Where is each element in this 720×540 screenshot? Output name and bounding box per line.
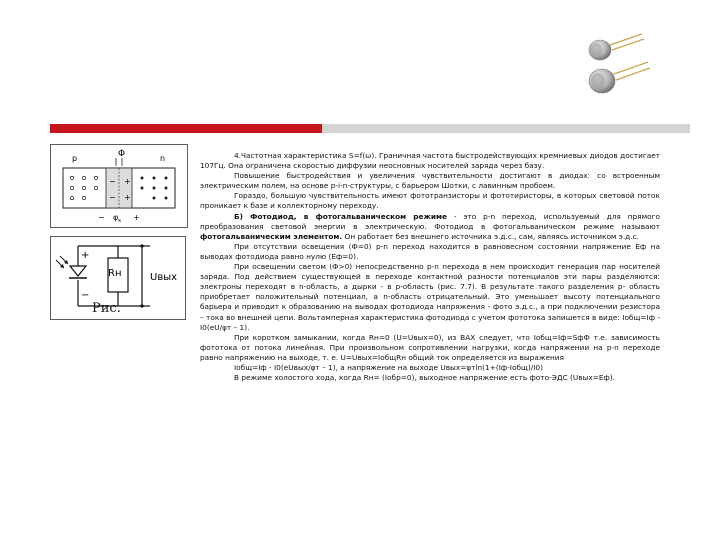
paragraph-speed: Повышение быстродействия и увеличения чувствительности достигают в диодах: со встроенным электрическим полем, на основе p-i-n-структуры, с барьером Шотки, с лавинным пробоем. — [200, 171, 660, 191]
photovoltaic-element-term: фотогальваническим элементом. — [200, 231, 343, 241]
bottom-plus: + — [133, 213, 140, 222]
paragraph-no-light: При отсутствии освещения (Ф=0) p-n переход находится в равновесном состоянии напряжение Еф на выводах фотодиода равно нулю (Еф=0). — [200, 241, 660, 261]
output-voltage-label: Uвых — [150, 272, 178, 283]
depletion-plus-2: + — [124, 193, 131, 202]
load-label: Rн — [108, 268, 122, 279]
photodiodes-photo — [574, 30, 654, 110]
minus-terminal: − — [81, 290, 90, 301]
photodiode-top — [589, 34, 644, 60]
n-region-label: n — [160, 154, 166, 163]
flux-label: Φ — [118, 149, 126, 159]
paragraph-open-circuit: В режиме холостого хода, когда Rн= (Iобр=0), выходное напряжение есть фото-ЭДС (Uвых=Еф). — [234, 373, 616, 383]
paragraph-photovoltaic: Б) Фотодиод, в фотогальваническом режиме - это p-n переход, используемый для прямого преобразования световой энергии в электрическую. Фотодиод в фотогальваническом режиме называют фотогальваническим элементом. Он работает без внешнего источника э.д.с., сам, являясь источником э.д.с. — [200, 211, 660, 241]
paragraph-illumination: При освещении светом (Ф>0) непосредственно p-n перехода в нем происходит генерация пар носителей заряда. Под действием существующей в переходе контактной разности потенциалов эти пары разделяются: электроны переходят в n-область, а дырки - в p-область (рис. 7.7). В результате такого разделения р- область приобретает положительный потенциал, а n-область отрицательный. Это уменьшает высоту потенциального барьера и приводит к образованию на выводах фотодиода напряжения - фото э.д.с., а при подключении резистора – тока во внешней цепи. Вольтамперная характеристика фотодиода с учетом фототока запишется в виде: Iобщ=Iф - I0(eU/φт – 1). — [200, 262, 660, 332]
depletion-plus: + — [124, 177, 131, 186]
pn-junction-diagram — [50, 144, 188, 228]
header-gray-band — [322, 124, 690, 133]
depletion-minus: − — [109, 177, 116, 186]
photodiode-bottom — [589, 62, 650, 93]
figure-caption: Рис. — [92, 301, 121, 316]
paragraph-short-circuit: При коротком замыкании, когда Rн=0 (U=Uвых=0), из ВАХ следует, что Iобщ=Iф=SфФ т.е. зависимость фототока от потока линейная. При произвольном сопротивлении нагрузки, когда напряжении на p-n переходе равно напряжению на выходе, т. е. U=Uвых=IобщRн общий ток определяется из выражения — [200, 332, 660, 362]
body-text — [200, 151, 660, 383]
photovoltaic-heading: Б) Фотодиод, в фотогальваническом режиме — [234, 211, 447, 221]
p-region-label: p — [72, 154, 78, 163]
bottom-minus: − — [98, 213, 105, 222]
phi-k-label: $\varphi_к$ — [113, 213, 122, 224]
paragraph-formula: Iобщ=Iф - I0(eUвых/φт – 1), а напряжение на выходе Uвых=φтln(1+(Iф-Iобщ)/I0) — [234, 362, 543, 372]
depletion-minus-2: − — [109, 193, 116, 202]
paragraph-frequency: 4.Частотная характеристика S=f(ω). Граничная частота быстродействующих кремниевых диодов достигает 107Гц. Она ограничена скоростью диффузии неосновных носителей заряда через базу. — [200, 151, 660, 171]
header-red-band — [50, 124, 322, 133]
plus-terminal: + — [81, 250, 90, 261]
paragraph-sensitivity: Гораздо, большую чувствительность имеют фототранзисторы и фототиристоры, в которых световой поток проникает к базе и коллекторному переходу. — [200, 191, 660, 211]
